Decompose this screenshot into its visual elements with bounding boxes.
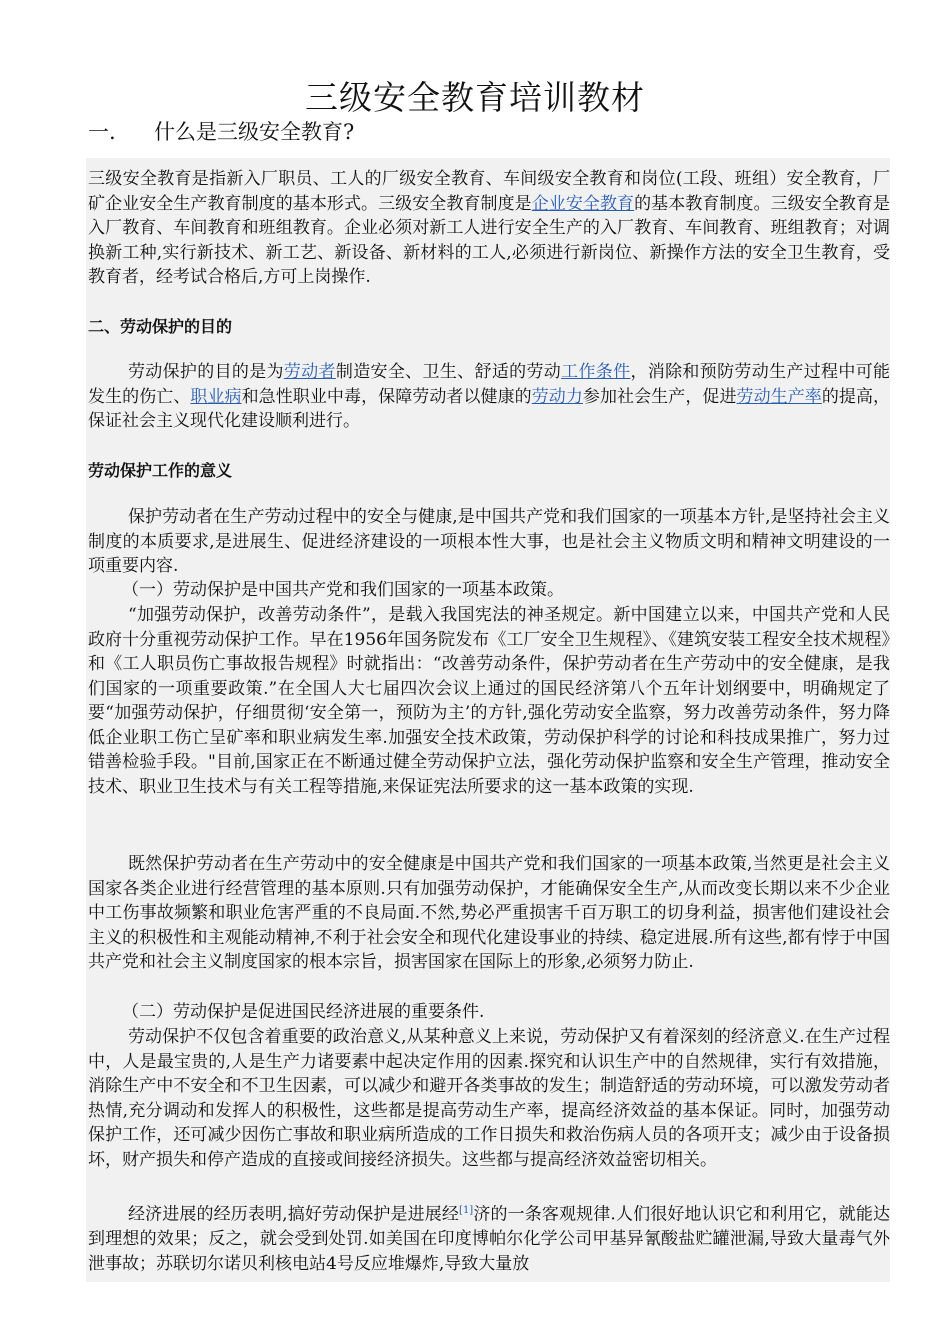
section-number: 一. xyxy=(88,120,116,144)
link-labor-productivity[interactable]: 劳动生产率 xyxy=(736,386,822,407)
paragraph-text: 和急性职业中毒，保障劳动者以健康的 xyxy=(241,386,532,407)
paragraph-text: 劳动保护的目的是为 xyxy=(127,362,284,382)
section-heading-3: 劳动保护工作的意义 xyxy=(88,461,233,480)
paragraph-text: 制造安全、卫生、舒适的劳动 xyxy=(335,362,562,382)
paragraph-text: 三级安全教育是指新入厂职员、工人的厂级安全教育、车间级安全教育和岗位(工段、班组）安全教育，厂矿企业安全生产教育制度的基本形式。三级安全教育制度是 xyxy=(88,169,890,214)
paragraph-text: 济的一条客观规律.人们很好地认识它和利用它，就能达到理想的效果；反之，就会受到处罚.如美国在印度博帕尔化学公司甲基异氰酸盐贮罐泄漏,导致大量毒气外泄事故；苏联切尔诺贝利核电站4号反应堆爆炸,导致大量放 xyxy=(88,1204,890,1274)
footnote-reference[interactable]: [1] xyxy=(459,1205,474,1216)
paragraph-text: 的基本教育制度。三级安全教育是入厂教育、车间教育和班组教育。企业必须对新工人进行安全生产的入厂教育、车间教育、班组教育；对调换新工种,实行新技术、新工艺、新设备、新材料的工人,必须进行新岗位、新操作方法的安全卫生教育，受教育者，经考试合格后,方可上岗操作. xyxy=(88,193,891,287)
paragraph-constitution: “加强劳动保护，改善劳动条件”，是载入我国宪法的神圣规定。新中国建立以来，中国共产党和人民政府十分重视劳动保护工作。早在1956年国务院发布《工厂安全卫生规程》、《建筑安装工程安全技术规程》和《工人职员伤亡事故报告规程》时就指出：“改善劳动条件，保护劳动者在生产劳动中的安全健康，是我们国家的一项重要政策.”在全国人大七届四次会议上通过的国民经济第八个五年计划纲要中，明确规定了要“加强劳动保护，仔细贯彻‘安全第一，预防为主’的方针,强化劳动安全监察，努力改善劳动条件，努力降低企业职工伤亡呈矿率和职业病发生率.加强安全技术政策，劳动保护科学的讨论和科技成果推广，努力过错善检验手段。"目前,国家正在不断通过健全劳动保护立法，强化劳动保护监察和安全生产管理，推动安全技术、职业卫生技术与有关工程等措施,来保证宪法所要求的这一基本政策的实现. xyxy=(88,605,890,797)
subheading-policy: （一）劳动保护是中国共产党和我们国家的一项基本政策。 xyxy=(122,580,564,600)
paragraph-labor-protection-purpose xyxy=(88,360,890,434)
paragraph-text: ，消除和预防劳动生产过程中可能发生的伤亡、 xyxy=(88,362,891,407)
link-laborer[interactable]: 劳动者 xyxy=(283,362,336,382)
paragraph-three-level-education xyxy=(88,167,890,290)
paragraph-significance: 保护劳动者在生产劳动过程中的安全与健康,是中国共产党和我们国家的一项基本方针,是坚持社会主义制度的本质要求,是进展生、促进经济建设的一项根本性大事，也是社会主义物质文明和精神文明建设的一项重要内容. xyxy=(88,507,890,576)
paragraph-text: 参加社会生产，促进 xyxy=(582,386,737,407)
section-heading-1 xyxy=(88,116,354,146)
section-heading-2: 二、劳动保护的目的 xyxy=(88,317,233,336)
link-labor-force[interactable]: 劳动力 xyxy=(531,386,583,407)
link-enterprise-safety-education[interactable]: 企业安全教育 xyxy=(531,193,635,214)
link-occupational-disease[interactable]: 职业病 xyxy=(190,386,242,407)
link-working-conditions[interactable]: 工作条件 xyxy=(561,362,631,382)
paragraph-basic-policy: 既然保护劳动者在生产劳动中的安全健康是中国共产党和我们国家的一项基本政策,当然更是社会主义国家各类企业进行经营管理的基本原则.只有加强劳动保护，才能确保安全生产,从而改变长期以来不少企业中工伤事故频繁和职业危害严重的不良局面.不然,势必严重损害千百万职工的切身利益，损害他们建设社会主义的积极性和主观能动精神,不利于社会安全和现代化建设事业的持续、稳定进展.所有这些,都有悖于中国共产党和社会主义制度国家的根本宗旨，损害国家在国际上的形象,必须努力防止. xyxy=(88,854,890,972)
paragraph-text: 经济进展的经历表明,搞好劳动保护是进展经 xyxy=(127,1204,460,1225)
subheading-economy: （二）劳动保护是促进国民经济进展的重要条件. xyxy=(122,1002,485,1022)
paragraph-economic-experience xyxy=(88,1199,890,1276)
document-title: 三级安全教育培训教材 xyxy=(305,78,645,117)
section-heading-text: 什么是三级安全教育? xyxy=(154,120,355,144)
paragraph-text: 的提高，保证社会主义现代化建设顺利进行。 xyxy=(88,386,891,431)
paragraph-economic-meaning: 劳动保护不仅包含着重要的政治意义,从某种意义上来说，劳动保护又有着深刻的经济意义.在生产过程中，人是最宝贵的,人是生产力诸要素中起决定作用的因素.探究和认识生产中的自然规律，实行有效措施，消除生产中不安全和不卫生因素，可以减少和避开各类事故的发生；制造舒适的劳动环境，可以激发劳动者热情,充分调动和发挥人的积极性，这些都是提高劳动生产率，提高经济效益的基本保证。同时，加强劳动保护工作，还可减少因伤亡事故和职业病所造成的工作日损失和救治伤病人员的各项开支；减少由于设备损坏，财产损失和停产造成的直接或间接经济损失。这些都与提高经济效益密切相关。 xyxy=(88,1027,890,1170)
